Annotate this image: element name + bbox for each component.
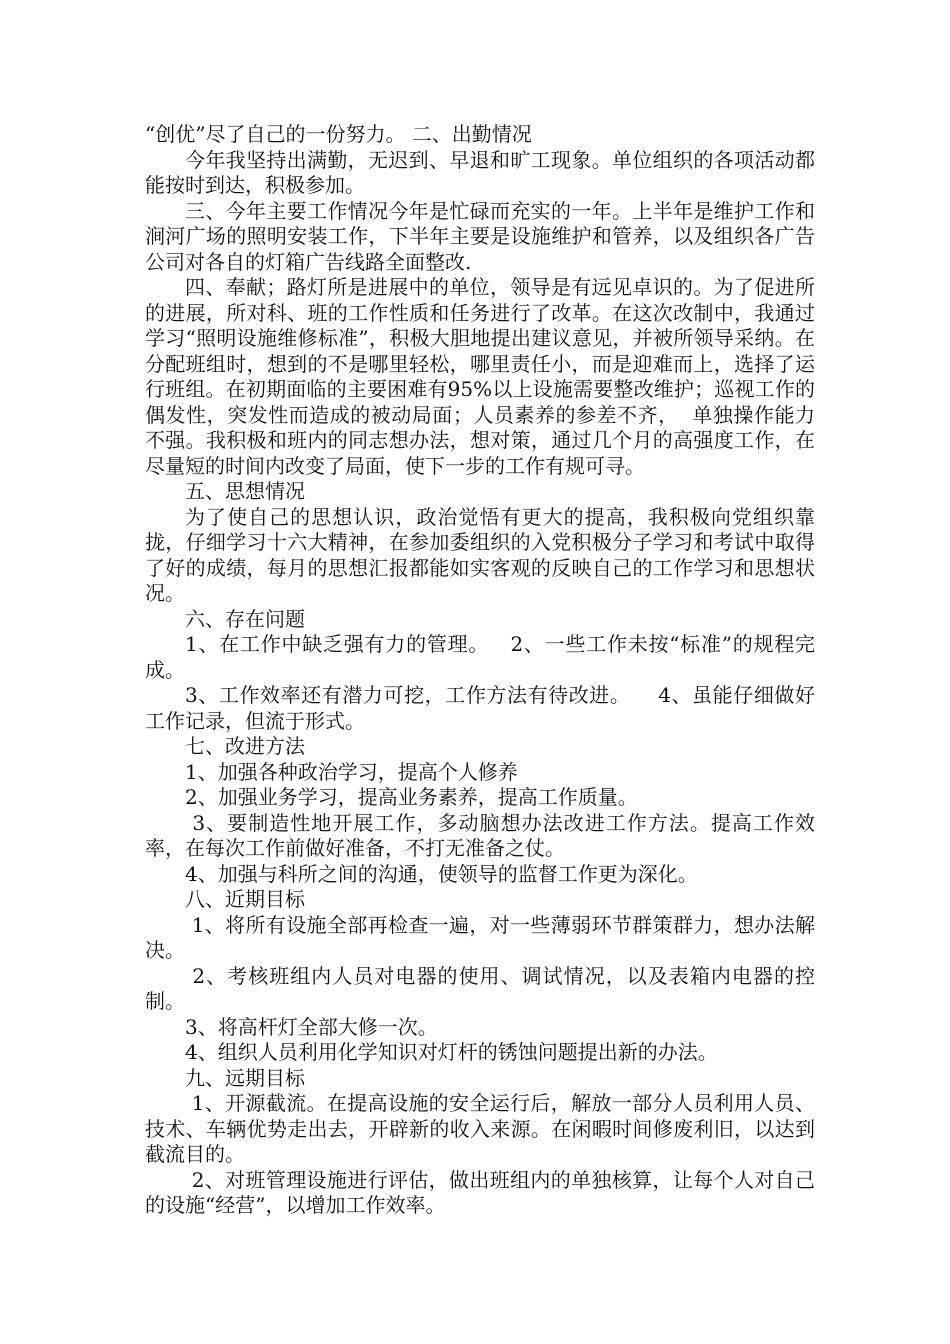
heading-short-term-goals: 八、近期目标 bbox=[185, 887, 305, 911]
paragraph-problems-3-4: 3、工作效率还有潜力可挖，工作方法有待改进。 4、虽能仔细做好工作记录，但流于形式。 bbox=[145, 683, 815, 733]
paragraph-thoughts: 为了使自己的思想认识，政治觉悟有更大的提高，我积极向党组织靠拢，仔细学习十六大精神，在参加委组织的入党积极分子学习和考试中取得了好的成绩，每月的思想汇报都能如实客观的反映自己的工作学习和思想状况。 bbox=[145, 504, 815, 605]
paragraph-problems-1-2: 1、在工作中缺乏强有力的管理。 2、一些工作未按“标准”的规程完成。 bbox=[145, 632, 815, 682]
heading-problems: 六、存在问题 bbox=[185, 606, 305, 631]
heading-improvements: 七、改进方法 bbox=[185, 734, 305, 758]
list-item-short-goal-2: 2、考核班组内人员对电器的使用、调试情况，以及表箱内电器的控制。 bbox=[145, 963, 815, 1013]
list-item-improvement-4: 4、加强与科所之间的沟通，使领导的监督工作更为深化。 bbox=[185, 861, 698, 886]
paragraph-main-work: 三、今年主要工作情况今年是忙碌而充实的一年。上半年是维护工作和涧河广场的照明安装工作，下半年主要是设施维护和管养，以及组织各广告公司对各自的灯箱广告线路全面整改. bbox=[145, 198, 815, 274]
paragraph-contribution: 四、奉献；路灯所是进展中的单位，领导是有远见卓识的。为了促进所的进展，所对科、班的工作性质和任务进行了改革。在这次改制中，我通过学习“照明设施维修标准”，积极大胆地提出建议意见，并被所领导采纳。在分配班组时，想到的不是哪里轻松，哪里责任小，而是迎难而上，选择了运行班组。在初期面临的主要困难有95%以上设施需要整改维护；巡视工作的偶发性，突发性而造成的被动局面；人员素养的参差不齐， 单独操作能力不强。我积极和班内的同志想办法，想对策，通过几个月的高强度工作，在尽量短的时间内改变了局面，使下一步的工作有规可寻。 bbox=[145, 275, 815, 478]
list-item-improvement-3: 3、要制造性地开展工作，多动脑想办法改进工作方法。提高工作效率，在每次工作前做好准备，不打无准备之仗。 bbox=[145, 810, 815, 860]
list-item-improvement-2: 2、加强业务学习，提高业务素养，提高工作质量。 bbox=[185, 785, 638, 809]
paragraph-attendance: 今年我坚持出满勤，无迟到、早退和旷工现象。单位组织的各项活动都能按时到达，积极参加。 bbox=[145, 147, 815, 197]
heading-long-term-goals: 九、远期目标 bbox=[185, 1065, 305, 1090]
list-item-short-goal-1: 1、将所有设施全部再检查一遍，对一些薄弱环节群策群力，想办法解决。 bbox=[145, 912, 815, 962]
list-item-improvement-1: 1、加强各种政治学习，提高个人修养 bbox=[185, 759, 518, 784]
paragraph-continuation: “创优”尽了自己的一份努力。 二、出勤情况 bbox=[145, 122, 532, 146]
list-item-long-goal-2: 2、对班管理设施进行评估，做出班组内的单独核算，让每个人对自己的设施“经营”，以增加工作效率。 bbox=[145, 1167, 815, 1217]
list-item-long-goal-1: 1、开源截流。在提高设施的安全运行后，解放一部分人员利用人员、技术、车辆优势走出去，开辟新的收入来源。在闲暇时间修废利旧，以达到截流目的。 bbox=[145, 1091, 815, 1166]
heading-thoughts: 五、思想情况 bbox=[185, 479, 305, 503]
list-item-short-goal-4: 4、组织人员利用化学知识对灯杆的锈蚀问题提出新的办法。 bbox=[185, 1040, 718, 1064]
list-item-short-goal-3: 3、将高杆灯全部大修一次。 bbox=[185, 1014, 438, 1039]
document-body bbox=[145, 122, 815, 1219]
